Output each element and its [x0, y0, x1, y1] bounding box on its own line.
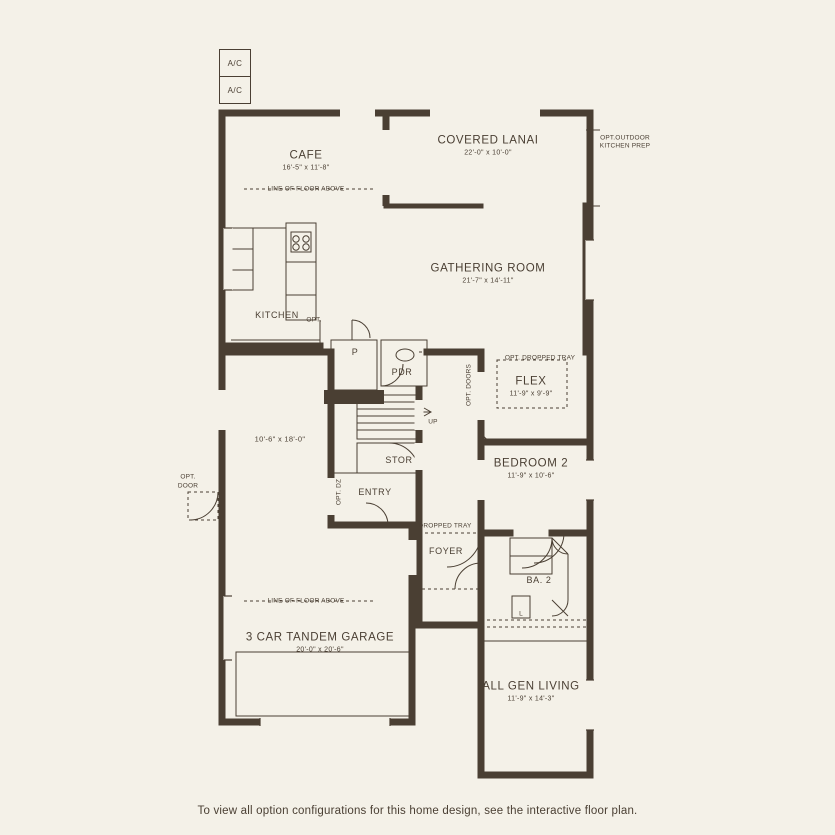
note-opt-doors: OPT. DOORS: [465, 363, 473, 407]
ac-unit-1: A/C: [219, 49, 251, 77]
room-dimension: 21'-7" x 14'-11": [462, 277, 514, 285]
room-name: BA. 2: [526, 574, 552, 585]
note-line-of-floor-above-top: LINE OF FLOOR ABOVE: [267, 185, 345, 193]
room-name: ALL GEN LIVING: [482, 680, 580, 693]
room-name: PDR: [391, 366, 413, 377]
note-opt-dz: OPT. DZ: [335, 478, 343, 506]
note-opt-door-label-2: DOOR: [177, 482, 199, 490]
room-name: COVERED LANAI: [437, 134, 539, 147]
dimension-text: 10'-6" x 18'-0": [254, 434, 306, 444]
ac-unit-2: A/C: [219, 76, 251, 104]
room-name: 3 CAR TANDEM GARAGE: [245, 631, 395, 644]
room-name: FOYER: [428, 545, 464, 556]
room-dimension: 11'-9" x 14'-3": [507, 695, 555, 703]
room-dimension: 11'-9" x 9'-9": [509, 390, 553, 398]
note-opt-door-label: OPT.: [180, 473, 196, 481]
room-dimension: 20'-0" x 20'-6": [296, 646, 344, 654]
room-name: GATHERING ROOM: [430, 262, 546, 275]
room-name: FLEX: [515, 375, 547, 388]
note-stairs-up: UP: [428, 418, 438, 426]
footer-caption: To view all option configurations for this home design, see the interactive floor plan.: [197, 805, 638, 817]
room-dimension: 22'-0" x 10'-0": [464, 149, 512, 157]
room-dimension: 16'-5" x 11'-8": [282, 164, 330, 172]
note-kitchen-prep: KITCHEN PREP: [599, 142, 651, 150]
note-opt-kitchen: OPT.: [306, 316, 322, 324]
note-line-of-floor-above-bottom: LINE OF FLOOR ABOVE: [267, 597, 345, 605]
room-dimension: 11'-9" x 10'-6": [507, 472, 555, 480]
room-name: BEDROOM 2: [493, 457, 569, 470]
note-pantry-p: P: [351, 346, 359, 357]
exterior-walls: [222, 113, 590, 775]
room-name: CAFE: [289, 149, 323, 162]
note-dropped-tray: DROPPED TRAY: [418, 522, 472, 530]
room-name: KITCHEN: [255, 309, 299, 320]
room-name: STOR: [385, 454, 413, 465]
note-laundry-l: L: [519, 610, 523, 618]
note-opt-outdoor: OPT.OUTDOOR: [600, 134, 650, 142]
note-opt-dropped-tray: OPT. DROPPED TRAY: [504, 354, 576, 362]
room-name: ENTRY: [358, 486, 392, 497]
